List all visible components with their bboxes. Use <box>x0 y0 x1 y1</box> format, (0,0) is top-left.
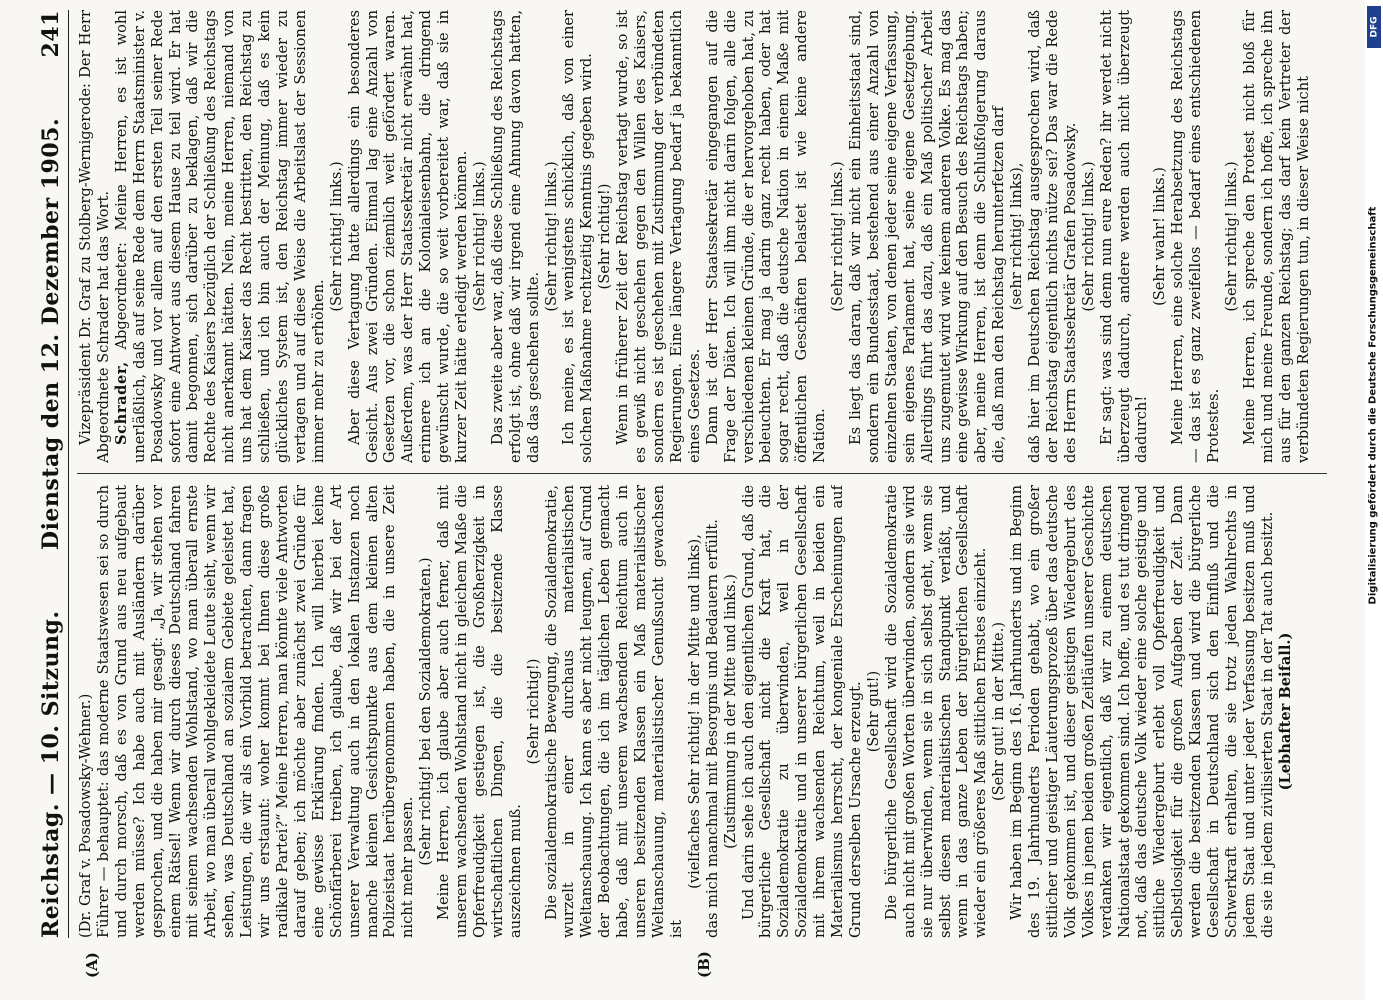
paragraph: das mich manchmal mit Besorgnis und Bedauern erfüllt. <box>703 519 721 938</box>
interjection: (Sehr richtig! bei den Sozialdemokraten.) <box>417 557 435 866</box>
paragraph: Meine Herren, ich spreche den Protest nicht bloß für mich und meine Freunde, sondern ich hoffe, ich spreche ihn aus für den ganzen Reichstag; das darf kein Vertreter der verbündeten Regierungen tun, in dieser Weise nicht <box>1240 10 1312 463</box>
paragraph: Die bürgerliche Gesellschaft wird die Sozialdemokratie auch nicht mit großen Worten überwinden, sondern sie wird sie nur überwinden, wenn sie in sich selbst geht, wenn sie selbst diesen materialistischen Standpunkt verläßt, und wenn in das ganze Leben der bürgerlichen Gesellschaft wieder ein größeres Maß sittlichen Ernstes einzieht. <box>882 485 990 938</box>
running-head <box>38 10 69 938</box>
paragraph: Aber diese Vertagung hatte allerdings ein besonderes Gesicht. Aus zwei Gründen. Einmal lag eine Anzahl von Gesetzen vor, die schon ziemlich weit gefördert waren. Außerdem, was der Herr Staatssekretär nicht erwähnt hat, erinnere ich an die Kolonialeisenbahn, die dringend gewünscht wurde, die so weit vorbereitet war, daß sie in kurzer Zeit hätte erledigt werden können. <box>345 10 471 463</box>
interjection: (Sehr richtig! links.) <box>470 161 488 312</box>
interjection: (Sehr richtig!) <box>596 183 614 290</box>
interjection: (Sehr richtig! links.) <box>542 161 560 312</box>
running-head-date: Dienstag den 12. Dezember 1905. <box>38 117 64 550</box>
paragraph: daß hier im Deutschen Reichstag ausgesprochen wird, daß der Reichstag eigentlich nichts nütze sei? Das war die Rede des Herrn Staatssekretär Grafen Posadowsky. <box>1026 10 1079 463</box>
left-column <box>77 485 1327 938</box>
paragraph-president: Vizepräsident Dr. Graf zu Stolberg-Wernigerode: Der Herr Abgeordnete Schrader hat das Wort. <box>77 10 112 463</box>
paragraph: Wir haben im Beginn des 16. Jahrhunderts und im Beginn des 19. Jahrhunderts Perioden gehabt, wo ein großer sittlicher und geistiger Läuterungsprozeß über das deutsche Volk gekommen ist, und dieser geistigen Wiedergeburt des Volkes in jenen beiden großen Zeitläufen unserer Geschichte verdanken wir eigentlich, daß wir zu einem deutschen Nationalstaat gekommen sind. Ich hoffe, und es tut dringend not, daß das deutsche Volk wieder eine solche geistige und sittliche Wiedergeburt erlebt voll Opferfreudigkeit und Selbstlosigkeit für die großen Aufgaben der Zeit. Dann werden die besitzenden Klassen und wird die bürgerliche Gesellschaft in Deutschland sich den Einfluß und die Schwerkraft erhalten, die sie trotz jeden Wahlrechts in jedem Staat und unter jeder Verfassung besitzen muß und die sie in jedem zivilisierten Staat in der Tat auch besitzt. <box>1008 485 1276 938</box>
interjection: (vielfaches Sehr richtig! in der Mitte und links), <box>685 534 703 889</box>
interjection: (Zustimmung in der Mitte und links.) <box>721 574 739 849</box>
interjection: (Sehr richtig! links.) <box>1223 161 1240 312</box>
interjection: (Sehr richtig!) <box>524 658 542 765</box>
running-head-left: Reichstag. — 10. Sitzung. <box>38 610 64 938</box>
paragraph: Wenn in früherer Zeit der Reichstag vertagt wurde, so ist es gewiß nicht geschehen gegen den Willen des Kaisers, sondern es ist geschehen mit Zustimmung der verbündeten Regierungen. Eine längere Vertagung bedarf ja bekanntlich eines Gesetzes. <box>614 10 703 463</box>
dfg-logo: DFG <box>1367 6 1381 48</box>
paragraph: Abgeordneter: Meine Herren, es ist wohl unerläßlich, daß auf seine Rede dem Herrn Staatsminister v. Posadowsky und vor allem auf den ersten Teil seiner Rede sofort eine Antwort aus diesem Hause zu teil wird. Er hat damit begonnen, sich darüber zu beklagen, daß wir die Rechte des Kaisers bezüglich der Schließung des Reichstags nicht anerkannt hätten. Nein, meine Herren, niemand von uns hat dem Kaiser das Recht bestritten, den Reichstag zu schließen, und ich bin auch der Meinung, daß es kein glückliches System ist, den Reichstag immer wieder zu vertagen und auf diese Weise die Arbeitslast der Sessionen immer mehr zu erhöhen. <box>112 10 327 463</box>
interjection: (Sehr richtig! links.) <box>1079 161 1097 312</box>
paragraph: Meine Herren, ich glaube aber auch ferner, daß mit unserem wachsenden Wohlstand nicht in gleichem Maße die Opferfreudigkeit gestiegen ist, die Großherzigkeit in wirtschaftlichen Dingen, die die besitzende Klasse auszeichnen muß. <box>435 485 524 938</box>
digitization-note: Digitalisierung gefördert durch die Deutsche Forschungsgemeinschaft <box>1367 206 1379 605</box>
paragraph: Und darin sehe ich auch den eigentlichen Grund, daß die bürgerliche Gesellschaft nicht die Kraft hat, die Sozialdemokratie zu überwinden, weil in der Sozialdemokratie und in unserer bürgerlichen Gesellschaft mit ihrem wachsenden Reichtum, weil in beiden ein Materialismus herrscht, der kongeniale Erscheinungen auf Grund derselben Ursache erzeugt. <box>739 485 864 938</box>
paragraph: Das zweite aber war, daß diese Schließung des Reichstags erfolgt ist, ohne daß wir irgend eine Ahnung davon hatten, daß das geschehen sollte. <box>488 10 542 463</box>
rotated-page <box>20 0 1350 1000</box>
paragraph: Es liegt das daran, daß wir nicht ein Einheitsstaat sind, sondern ein Bundesstaat, bestehend aus einer Anzahl von einzelnen Staaten, von denen jeder seine eigene Verfassung, sein eigenes Parlament hat, seine eigene Gesetzgebung. Allerdings führt das dazu, daß ein Maß politischer Arbeit uns zugemutet wird wie keinem anderen Volke. Es mag das eine gewisse Wirkung auf den Besuch des Reichstags haben; aber, meine Herren, ist denn die Schlußfolgerung daraus die, daß man den Reichstag herunterfetzen darf <box>846 10 1008 463</box>
interjection: (Sehr wahr! links.) <box>1151 167 1169 306</box>
page-number: 241 <box>38 10 64 58</box>
interjection: (sehr richtig! links), <box>1008 162 1026 311</box>
paragraph: Dann ist der Herr Staatssekretär eingegangen auf die Frage der Diäten. Ich will ihm nicht darin folgen, alle die verschiedenen kleinen Gründe, die er hervorgehoben hat, zu beleuchten. Er mag ja darin ganz recht haben, oder hat sogar recht, daß die deutsche Nation in einem Maße mit öffentlichen Geschäften belastet ist wie keine andere Nation. <box>703 10 829 463</box>
paragraph: Meine Herren, eine solche Herabsetzung des Reichstags — das ist es ganz zweifellos — bedarf eines entschiedenen Protestes. <box>1169 10 1223 463</box>
margin-marker-d <box>695 0 713 1</box>
right-column <box>77 10 1327 463</box>
interjection: (Sehr richtig! links.) <box>829 161 847 312</box>
paragraph: Ich meine, es ist wenigstens schicklich, daß von einer solchen Maßnahme rechtzeitig Kenntnis gegeben wird. <box>560 10 596 463</box>
margin-marker-a: (A) <box>83 952 101 978</box>
speaker-name: Schrader, <box>112 361 130 445</box>
paragraph: Führer — behauptet: das moderne Staatswesen sei so durch und durch morsch, daß es von Grund aus neu aufgebaut werden müsse? Ich habe auch mit Ausländern darüber gesprochen, und die haben mir gesagt: „Ja, wir stehen vor einem Rätsel! Wenn wir durch dieses Deutschland fahren mit seinem wachsenden Wohlstand, wo man überall ernste Arbeit, wo man überall wohlgekleidete Leute sieht, wenn wir sehen, was Deutschland an sozialem Gebiete geleistet hat, Leistungen, die wir als ein Vorbild betrachten, dann fragen wir uns erstaunt: woher kommt bei Ihnen diese große radikale Partei?“ Meine Herren, man könnte viele Antworten darauf geben; ich möchte aber zunächst zwei Gründe für eine gewisse Erklärung finden. Ich will hierbei keine Schönfärberei treiben, ich glaube, daß wir bei der Art unserer Verwaltung auch in den lokalen Instanzen noch manche kleinen Gesichtspunkte aus dem kleinen alten Polizeistaat herübergenommen haben, die in unsere Zeit nicht mehr passen. <box>94 485 417 938</box>
text-columns <box>77 10 1327 978</box>
paragraph: Er sagt: was sind denn nun eure Reden? ihr werdet nicht überzeugt dadurch, andere werden auch nicht überzeugt dadurch! <box>1097 10 1151 463</box>
interjection: (Sehr gut!) <box>864 670 882 753</box>
interjection: (Sehr gut! in der Mitte.) <box>990 621 1008 802</box>
interjection-applause: (Lebhafter Beifall.) <box>1276 632 1294 791</box>
speaker-note: (Dr. Graf v. Posadowsky-Wehner.) <box>77 693 94 938</box>
margin-marker-b: (B) <box>695 951 713 978</box>
paragraph: Die sozialdemokratische Bewegung, die Sozialdemokratie, wurzelt in einer durchaus materialistischen Weltanschauung. Ich kann es aber nicht leugnen, auf Grund der Beobachtungen, die ich im täglichen Leben gemacht habe, daß mit unserem wachsenden Reichtum auch in unseren besitzenden Klassen ein Maß materialistischer Weltanschauung, materialistischer Genußsucht gewachsen ist <box>542 485 685 938</box>
digitization-strip <box>1365 0 1383 1000</box>
interjection: (Sehr richtig! links.) <box>327 161 345 312</box>
